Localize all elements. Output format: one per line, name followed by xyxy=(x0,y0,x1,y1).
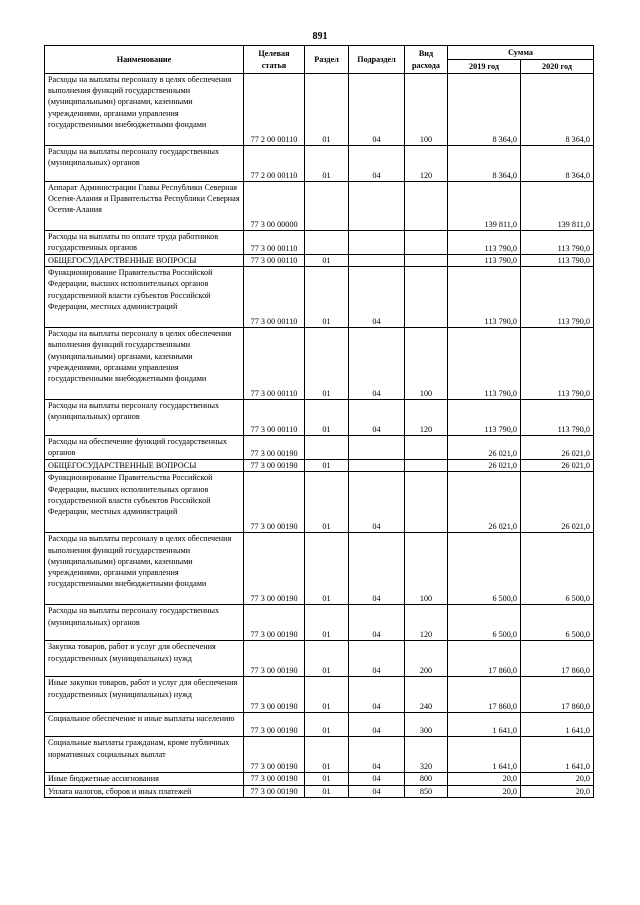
table-row xyxy=(45,231,594,255)
cell-subsection: 04 xyxy=(349,74,405,146)
cell-type: 100 xyxy=(405,74,448,146)
cell-target: 77 3 00 00110 xyxy=(244,267,305,328)
cell-section: 01 xyxy=(305,785,349,797)
header-section: Раздел xyxy=(305,46,349,74)
cell-type xyxy=(405,267,448,328)
cell-2020: 26 021,0 xyxy=(521,472,594,533)
cell-2019: 113 790,0 xyxy=(448,328,521,400)
cell-section: 01 xyxy=(305,605,349,641)
cell-2019: 113 790,0 xyxy=(448,255,521,267)
table-row xyxy=(45,641,594,677)
cell-type: 800 xyxy=(405,773,448,785)
cell-2020: 113 790,0 xyxy=(521,255,594,267)
cell-2020: 113 790,0 xyxy=(521,400,594,436)
table-row xyxy=(45,74,594,146)
cell-name: Социальное обеспечение и иные выплаты населению xyxy=(45,713,244,737)
cell-section: 01 xyxy=(305,267,349,328)
cell-name: Расходы на выплаты персоналу государственных (муниципальных) органов xyxy=(45,400,244,436)
table-row xyxy=(45,677,594,713)
table-row xyxy=(45,146,594,182)
cell-subsection xyxy=(349,182,405,231)
cell-name: Расходы на выплаты персоналу в целях обеспечения выполнения функций государственными (муниципальными) органами, казенными учреждениями, органами управления государственными внебюджетными фондами xyxy=(45,328,244,400)
table-row xyxy=(45,773,594,785)
table-header xyxy=(45,46,594,74)
cell-2020: 113 790,0 xyxy=(521,328,594,400)
cell-subsection xyxy=(349,255,405,267)
cell-section: 01 xyxy=(305,400,349,436)
cell-section xyxy=(305,231,349,255)
cell-2019: 1 641,0 xyxy=(448,737,521,773)
cell-subsection: 04 xyxy=(349,533,405,605)
cell-2019: 26 021,0 xyxy=(448,460,521,472)
table-row xyxy=(45,460,594,472)
cell-target: 77 2 00 00110 xyxy=(244,74,305,146)
table-row xyxy=(45,328,594,400)
page-number: 891 xyxy=(312,31,328,42)
cell-type: 200 xyxy=(405,641,448,677)
cell-subsection xyxy=(349,460,405,472)
cell-section: 01 xyxy=(305,472,349,533)
cell-subsection: 04 xyxy=(349,146,405,182)
cell-2019: 26 021,0 xyxy=(448,436,521,460)
cell-section xyxy=(305,182,349,231)
cell-target: 77 3 00 00110 xyxy=(244,255,305,267)
table-row xyxy=(45,255,594,267)
cell-type: 320 xyxy=(405,737,448,773)
cell-target: 77 3 00 00190 xyxy=(244,472,305,533)
cell-name: Расходы на выплаты персоналу в целях обеспечения выполнения функций государственными (муниципальными) органами, казенными учреждениями, органами управления государственными внебюджетными фондами xyxy=(45,533,244,605)
header-2019: 2019 год xyxy=(448,60,521,74)
cell-section: 01 xyxy=(305,74,349,146)
cell-subsection: 04 xyxy=(349,472,405,533)
cell-type xyxy=(405,182,448,231)
cell-section: 01 xyxy=(305,677,349,713)
table-row xyxy=(45,605,594,641)
cell-2020: 20,0 xyxy=(521,773,594,785)
table-row xyxy=(45,533,594,605)
header-name: Наименование xyxy=(45,46,244,74)
cell-2019: 8 364,0 xyxy=(448,74,521,146)
cell-target: 77 3 00 00190 xyxy=(244,460,305,472)
cell-2019: 8 364,0 xyxy=(448,146,521,182)
header-type: Вид расхода xyxy=(405,46,448,74)
cell-section: 01 xyxy=(305,533,349,605)
cell-name: Социальные выплаты гражданам, кроме публичных нормативных социальных выплат xyxy=(45,737,244,773)
cell-type: 120 xyxy=(405,605,448,641)
cell-2019: 113 790,0 xyxy=(448,231,521,255)
table-row xyxy=(45,400,594,436)
cell-section: 01 xyxy=(305,255,349,267)
header-target: Целевая статья xyxy=(244,46,305,74)
cell-name: Расходы на выплаты персоналу государственных (муниципальных) органов xyxy=(45,146,244,182)
cell-type xyxy=(405,436,448,460)
cell-type xyxy=(405,231,448,255)
table-row xyxy=(45,737,594,773)
cell-section: 01 xyxy=(305,460,349,472)
cell-2020: 113 790,0 xyxy=(521,267,594,328)
cell-name: Иные закупки товаров, работ и услуг для обеспечения государственных (муниципальных) нужд xyxy=(45,677,244,713)
cell-2020: 1 641,0 xyxy=(521,713,594,737)
cell-2019: 20,0 xyxy=(448,785,521,797)
cell-2019: 6 500,0 xyxy=(448,533,521,605)
cell-target: 77 3 00 00190 xyxy=(244,737,305,773)
cell-subsection: 04 xyxy=(349,677,405,713)
cell-name: Расходы на выплаты персоналу государственных (муниципальных) органов xyxy=(45,605,244,641)
cell-2019: 20,0 xyxy=(448,773,521,785)
cell-target: 77 3 00 00110 xyxy=(244,400,305,436)
table-row xyxy=(45,182,594,231)
cell-subsection: 04 xyxy=(349,400,405,436)
cell-2020: 17 860,0 xyxy=(521,677,594,713)
cell-2020: 8 364,0 xyxy=(521,146,594,182)
cell-2019: 139 811,0 xyxy=(448,182,521,231)
cell-2020: 113 790,0 xyxy=(521,231,594,255)
cell-section xyxy=(305,436,349,460)
cell-type: 120 xyxy=(405,400,448,436)
cell-subsection: 04 xyxy=(349,328,405,400)
cell-section: 01 xyxy=(305,713,349,737)
cell-2020: 20,0 xyxy=(521,785,594,797)
cell-target: 77 3 00 00190 xyxy=(244,713,305,737)
cell-type xyxy=(405,472,448,533)
cell-section: 01 xyxy=(305,737,349,773)
table-row xyxy=(45,267,594,328)
table-body xyxy=(45,74,594,798)
cell-type: 100 xyxy=(405,328,448,400)
cell-subsection xyxy=(349,231,405,255)
cell-name: Расходы на выплаты персоналу в целях обеспечения выполнения функций государственными (муниципальными) органами, казенными учреждениями, органами управления государственными внебюджетными фондами xyxy=(45,74,244,146)
cell-target: 77 3 00 00190 xyxy=(244,533,305,605)
cell-name: Расходы на обеспечение функций государственных органов xyxy=(45,436,244,460)
cell-type xyxy=(405,255,448,267)
cell-type xyxy=(405,460,448,472)
cell-target: 77 3 00 00110 xyxy=(244,328,305,400)
cell-type: 300 xyxy=(405,713,448,737)
cell-subsection: 04 xyxy=(349,737,405,773)
cell-subsection: 04 xyxy=(349,605,405,641)
table-row xyxy=(45,472,594,533)
cell-subsection xyxy=(349,436,405,460)
cell-type: 100 xyxy=(405,533,448,605)
cell-section: 01 xyxy=(305,773,349,785)
header-subsection: Подраздел xyxy=(349,46,405,74)
cell-section: 01 xyxy=(305,328,349,400)
cell-2019: 26 021,0 xyxy=(448,472,521,533)
cell-2020: 6 500,0 xyxy=(521,605,594,641)
cell-2019: 113 790,0 xyxy=(448,400,521,436)
cell-target: 77 3 00 00190 xyxy=(244,605,305,641)
cell-subsection: 04 xyxy=(349,713,405,737)
table-row xyxy=(45,436,594,460)
cell-name: Функционирование Правительства Российской Федерации, высших исполнительных органов государственной власти субъектов Российской Федерации, местных администраций xyxy=(45,472,244,533)
cell-target: 77 3 00 00000 xyxy=(244,182,305,231)
cell-name: Расходы на выплаты по оплате труда работников государственных органов xyxy=(45,231,244,255)
cell-type: 240 xyxy=(405,677,448,713)
cell-name: Аппарат Администрации Главы Республики Северная Осетия-Алания и Правительства Республики Северная Осетия-Алания xyxy=(45,182,244,231)
cell-2019: 6 500,0 xyxy=(448,605,521,641)
header-2020: 2020 год xyxy=(521,60,594,74)
cell-subsection: 04 xyxy=(349,267,405,328)
cell-name: Закупка товаров, работ и услуг для обеспечения государственных (муниципальных) нужд xyxy=(45,641,244,677)
cell-target: 77 3 00 00190 xyxy=(244,785,305,797)
cell-section: 01 xyxy=(305,146,349,182)
cell-type: 120 xyxy=(405,146,448,182)
cell-2020: 1 641,0 xyxy=(521,737,594,773)
cell-2020: 26 021,0 xyxy=(521,436,594,460)
cell-name: Функционирование Правительства Российской Федерации, высших исполнительных органов государственной власти субъектов Российской Федерации, местных администраций xyxy=(45,267,244,328)
table-row xyxy=(45,785,594,797)
cell-2019: 113 790,0 xyxy=(448,267,521,328)
cell-type: 850 xyxy=(405,785,448,797)
cell-name: ОБЩЕГОСУДАРСТВЕННЫЕ ВОПРОСЫ xyxy=(45,460,244,472)
cell-target: 77 3 00 00190 xyxy=(244,641,305,677)
cell-target: 77 3 00 00190 xyxy=(244,773,305,785)
cell-target: 77 2 00 00110 xyxy=(244,146,305,182)
cell-target: 77 3 00 00190 xyxy=(244,677,305,713)
cell-name: Иные бюджетные ассигнования xyxy=(45,773,244,785)
header-sum: Сумма xyxy=(448,46,594,60)
cell-2020: 17 860,0 xyxy=(521,641,594,677)
cell-name: Уплата налогов, сборов и иных платежей xyxy=(45,785,244,797)
budget-table xyxy=(44,45,594,798)
cell-2019: 1 641,0 xyxy=(448,713,521,737)
cell-2020: 26 021,0 xyxy=(521,460,594,472)
cell-section: 01 xyxy=(305,641,349,677)
cell-subsection: 04 xyxy=(349,785,405,797)
cell-name: ОБЩЕГОСУДАРСТВЕННЫЕ ВОПРОСЫ xyxy=(45,255,244,267)
cell-2019: 17 860,0 xyxy=(448,641,521,677)
cell-2020: 6 500,0 xyxy=(521,533,594,605)
cell-subsection: 04 xyxy=(349,773,405,785)
cell-2020: 139 811,0 xyxy=(521,182,594,231)
cell-target: 77 3 00 00190 xyxy=(244,436,305,460)
cell-2020: 8 364,0 xyxy=(521,74,594,146)
cell-subsection: 04 xyxy=(349,641,405,677)
cell-2019: 17 860,0 xyxy=(448,677,521,713)
cell-target: 77 3 00 00110 xyxy=(244,231,305,255)
table-row xyxy=(45,713,594,737)
